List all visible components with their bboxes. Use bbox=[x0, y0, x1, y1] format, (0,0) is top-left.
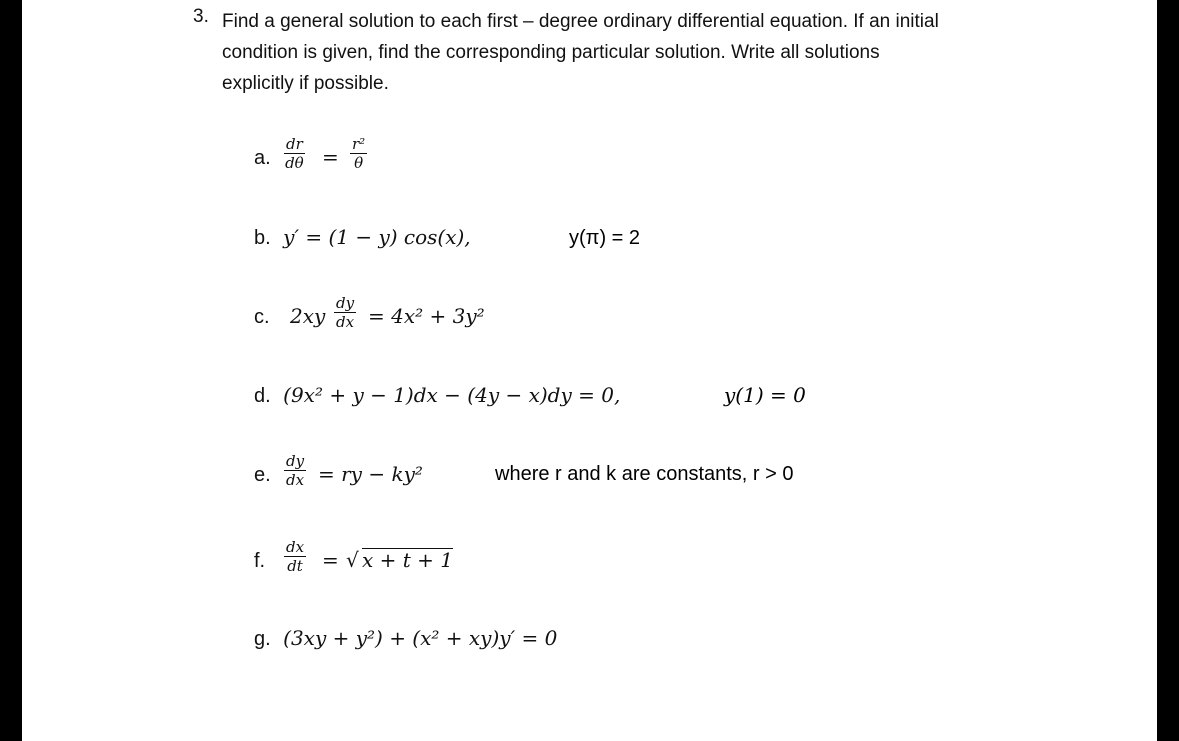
denominator: dt bbox=[287, 557, 303, 575]
fraction-r2-theta bbox=[350, 135, 367, 172]
equation-b-expression: y′ = (1 − y) cos(x), bbox=[283, 225, 471, 249]
fraction-dx-dt bbox=[284, 538, 306, 575]
numerator: dr bbox=[286, 135, 303, 153]
equation-g-expression: (3xy + y²) + (x² + xy)y′ = 0 bbox=[283, 626, 558, 650]
equation-c bbox=[254, 294, 654, 344]
item-label-g: g. bbox=[254, 628, 271, 650]
numerator: dx bbox=[286, 538, 305, 556]
denominator: dθ bbox=[285, 154, 304, 172]
equals-sign: = bbox=[322, 548, 339, 572]
item-label-b: b. bbox=[254, 227, 271, 249]
instruction-line: Find a general solution to each first – degree ordinary differential equation. If an initial bbox=[222, 11, 939, 32]
item-label-c: c. bbox=[254, 306, 270, 328]
equation-e bbox=[254, 452, 504, 502]
equation-e-rhs: = ry − ky² bbox=[318, 462, 423, 486]
problem-number: 3. bbox=[193, 6, 209, 27]
equals-sign: = bbox=[322, 145, 339, 169]
initial-condition-b: y(π) = 2 bbox=[569, 227, 641, 249]
item-label-e: e. bbox=[254, 464, 271, 486]
item-label-a: a. bbox=[254, 147, 271, 169]
denominator: dx bbox=[336, 313, 355, 331]
equation-d bbox=[254, 383, 620, 408]
initial-condition-d: y(1) = 0 bbox=[724, 383, 806, 407]
equation-d-expression: (9x² + y − 1)dx − (4y − x)dy = 0, bbox=[283, 383, 621, 407]
equation-c-prefix: 2xy bbox=[290, 304, 326, 328]
equation-g bbox=[254, 626, 557, 651]
equation-b bbox=[254, 225, 471, 250]
fraction-dr-dtheta bbox=[284, 135, 305, 172]
constants-note: where r and k are constants, r > 0 bbox=[495, 463, 794, 485]
numerator: dy bbox=[336, 294, 355, 312]
instruction-line: condition is given, find the corresponding particular solution. Write all solutions bbox=[222, 42, 880, 63]
equation-f bbox=[254, 538, 514, 588]
denominator: θ bbox=[354, 154, 364, 172]
numerator: dy bbox=[286, 452, 305, 470]
numerator: r² bbox=[352, 135, 366, 153]
item-label-f: f. bbox=[254, 550, 266, 572]
equation-a bbox=[254, 135, 454, 185]
item-label-d: d. bbox=[254, 385, 271, 407]
fraction-dy-dx bbox=[284, 452, 306, 489]
problem-instructions bbox=[222, 6, 1042, 99]
fraction-dy-dx bbox=[334, 294, 356, 331]
instruction-line: explicitly if possible. bbox=[222, 73, 389, 94]
document-page bbox=[22, 0, 1157, 741]
square-root-icon: √ bbox=[346, 548, 359, 572]
equation-c-rhs: = 4x² + 3y² bbox=[368, 304, 485, 328]
denominator: dx bbox=[286, 471, 305, 489]
radicand: x + t + 1 bbox=[362, 548, 453, 572]
